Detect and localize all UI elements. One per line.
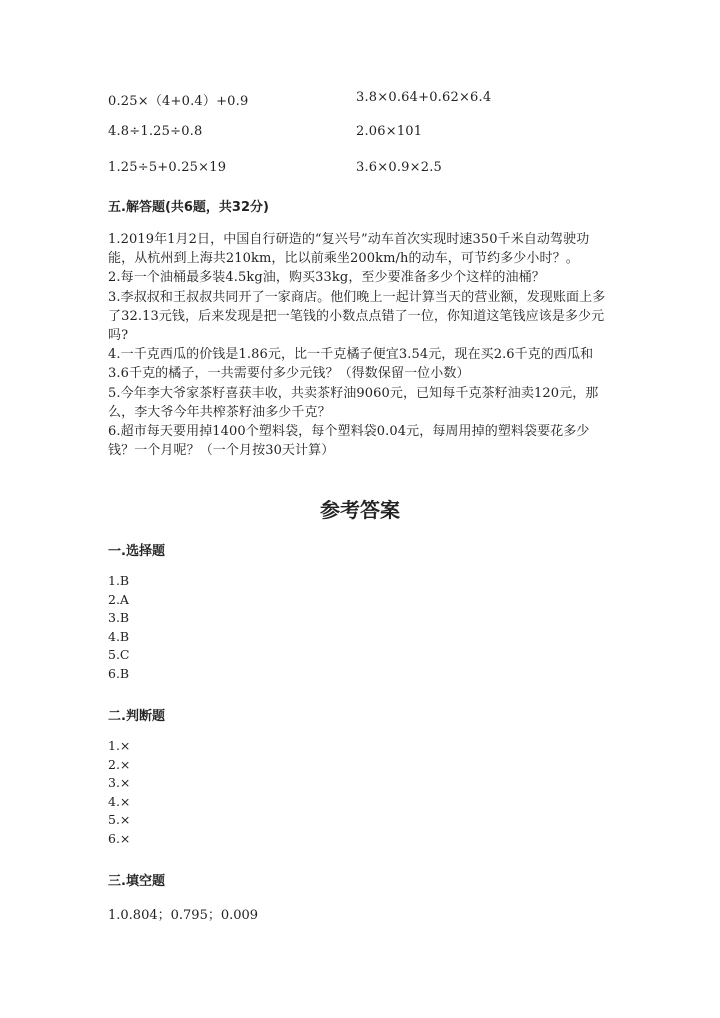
- calc-expression: 1.25÷5+0.25×19: [108, 160, 227, 175]
- calc-expression: 0.25×（4+0.4）+0.9: [108, 94, 249, 109]
- calc-row: [108, 90, 608, 108]
- section-heading-solve: 五.解答题(共6题，共32分): [108, 200, 269, 215]
- answer-item: 1.B: [108, 573, 130, 588]
- answer-item: 4.B: [108, 628, 130, 644]
- problem-item: 4.一千克西瓜的价钱是1.86元，比一千克橘子便宜3.54元，现在买2.6千克的西瓜和3.6千克的橘子，一共需要付多少元钱？（得数保留一位小数）: [108, 347, 594, 382]
- calc-expression: 4.8÷1.25÷0.8: [108, 124, 203, 139]
- answer-item: 6.B: [108, 665, 130, 681]
- answer-item: 1.0.804；0.795；0.009: [108, 908, 259, 923]
- answer-item: 2.A: [108, 591, 129, 607]
- problem-list: [108, 230, 608, 460]
- section-heading-judge: 二.判断题: [108, 709, 165, 724]
- answer-item: 3.B: [108, 610, 130, 626]
- judge-answer-list: [108, 737, 408, 849]
- section-heading-fill: 三.填空题: [108, 874, 165, 889]
- answer-item: 1.×: [108, 738, 131, 753]
- answer-item: 5.C: [108, 647, 130, 663]
- problem-item: 2.每一个油桶最多装4.5kg油，购买33kg，至少要准备多少个这样的油桶？: [108, 270, 545, 286]
- answer-item: 4.×: [108, 793, 131, 809]
- problem-item: 3.李叔叔和王叔叔共同开了一家商店。他们晚上一起计算当天的营业额，发现账面上多了32.13元钱，后来发现是把一笔钱的小数点点错了一位，你知道这笔钱应该是多少元吗?: [108, 289, 606, 344]
- answer-item: 6.×: [108, 830, 131, 846]
- answers-title: 参考答案: [320, 498, 400, 522]
- calc-expression: 2.06×101: [356, 124, 423, 139]
- problem-item: 1.2019年1月2日，中国自行研造的“复兴号”动车首次实现时速350千米自动驾驶功能，从杭州到上海共210km，比以前乘坐200km/h的动车，可节约多少小时？。: [108, 232, 590, 267]
- choice-answer-list: [108, 572, 408, 684]
- answer-item: 2.×: [108, 756, 131, 772]
- calc-expression: 3.6×0.9×2.5: [356, 160, 443, 175]
- calc-expression: 3.8×0.64+0.62×6.4: [356, 90, 492, 105]
- calc-row: [108, 124, 608, 142]
- answer-item: 5.×: [108, 812, 131, 828]
- answer-item: 3.×: [108, 775, 131, 791]
- calc-row: [108, 160, 608, 178]
- problem-item: 6.超市每天要用掉1400个塑料袋，每个塑料袋0.04元，每周用掉的塑料袋要花多少钱？一个月呢？（一个月按30天计算）: [108, 424, 590, 459]
- section-heading-choice: 一.选择题: [108, 544, 165, 559]
- problem-item: 5.今年李大爷家茶籽喜获丰收，共卖茶籽油9060元，已知每千克茶籽油卖120元，那么，李大爷今年共榨茶籽油多少千克？: [108, 385, 599, 420]
